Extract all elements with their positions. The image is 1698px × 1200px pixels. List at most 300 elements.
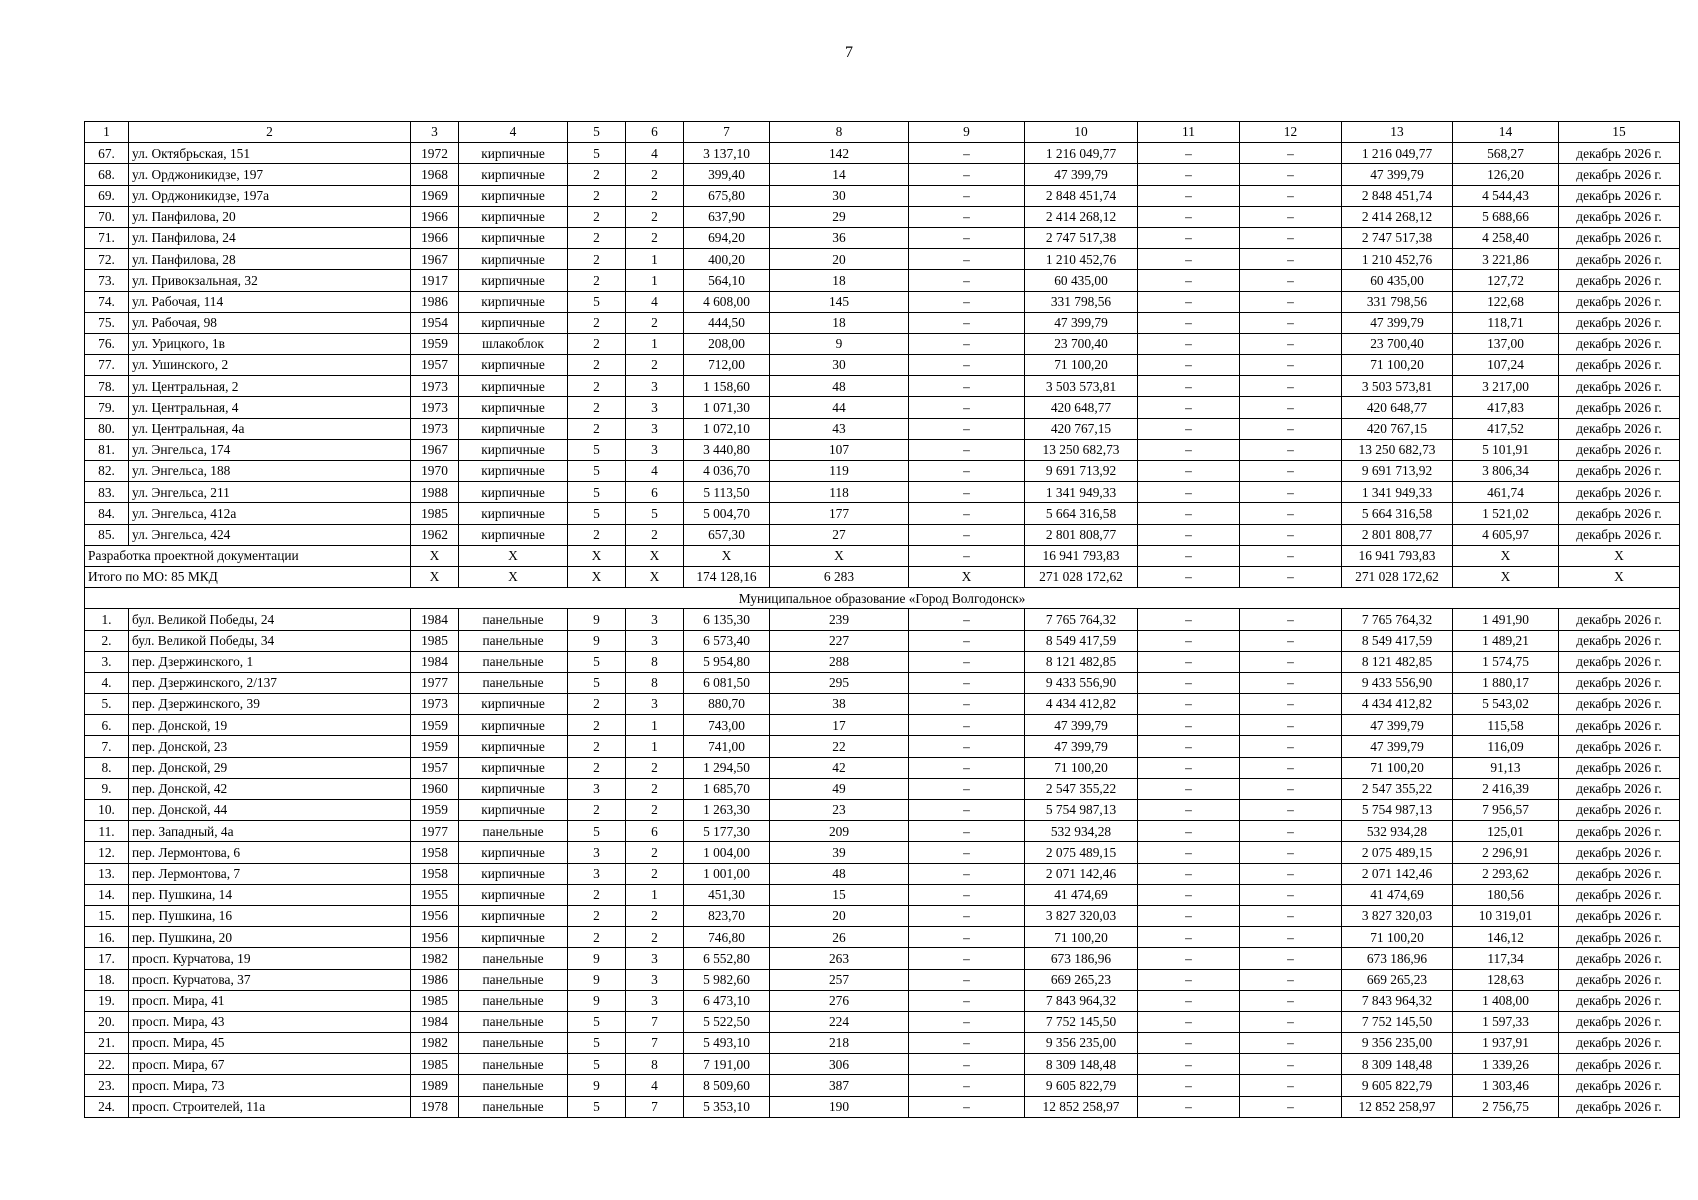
- table-cell: 43: [770, 418, 909, 439]
- table-cell: 1.: [85, 609, 129, 630]
- table-cell: 3: [626, 376, 684, 397]
- table-cell: –: [1240, 270, 1342, 291]
- table-cell: декабрь 2026 г.: [1559, 503, 1680, 524]
- table-cell: 2: [626, 842, 684, 863]
- table-cell: 4 434 412,82: [1025, 694, 1138, 715]
- table-cell: 451,30: [684, 884, 770, 905]
- table-cell: –: [1138, 1075, 1240, 1096]
- table-cell: 5: [568, 1033, 626, 1054]
- table-cell: 1973: [411, 418, 459, 439]
- table-cell: Итого по МО: 85 МКД: [85, 566, 411, 587]
- table-cell: 2 756,75: [1453, 1096, 1559, 1117]
- table-cell: 2: [626, 757, 684, 778]
- table-cell: 5: [568, 482, 626, 503]
- table-cell: декабрь 2026 г.: [1559, 312, 1680, 333]
- table-cell: –: [1240, 990, 1342, 1011]
- table-cell: пер. Пушкина, 20: [129, 927, 411, 948]
- table-cell: ул. Энгельса, 211: [129, 482, 411, 503]
- table-cell: декабрь 2026 г.: [1559, 990, 1680, 1011]
- table-cell: панельные: [459, 1011, 568, 1032]
- table-cell: –: [1138, 778, 1240, 799]
- table-cell: 2: [568, 800, 626, 821]
- table-cell: 3: [568, 863, 626, 884]
- table-row: [85, 651, 1680, 672]
- table-cell: 19.: [85, 990, 129, 1011]
- table-cell: 3: [626, 439, 684, 460]
- table-cell: декабрь 2026 г.: [1559, 461, 1680, 482]
- table-cell: 107: [770, 439, 909, 460]
- column-number-cell: 14: [1453, 122, 1559, 143]
- table-cell: 1969: [411, 185, 459, 206]
- table-cell: 85.: [85, 524, 129, 545]
- table-row: [85, 1033, 1680, 1054]
- table-cell: 1 880,17: [1453, 672, 1559, 693]
- table-cell: –: [1240, 969, 1342, 990]
- table-cell: 30: [770, 185, 909, 206]
- table-cell: –: [909, 736, 1025, 757]
- table-cell: 7.: [85, 736, 129, 757]
- table-cell: панельные: [459, 821, 568, 842]
- table-cell: –: [1138, 969, 1240, 990]
- section-title: Муниципальное образование «Город Волгодонск»: [85, 588, 1680, 609]
- table-body: [85, 122, 1680, 1118]
- table-cell: 8 121 482,85: [1342, 651, 1453, 672]
- table-cell: 2 801 808,77: [1342, 524, 1453, 545]
- table-cell: 6 081,50: [684, 672, 770, 693]
- table-cell: –: [909, 1054, 1025, 1075]
- table-cell: –: [1240, 672, 1342, 693]
- table-cell: 23 700,40: [1342, 333, 1453, 354]
- table-cell: кирпичные: [459, 461, 568, 482]
- table-cell: –: [1240, 164, 1342, 185]
- table-cell: 5: [568, 821, 626, 842]
- table-row: [85, 927, 1680, 948]
- table-cell: 1917: [411, 270, 459, 291]
- table-cell: просп. Мира, 73: [129, 1075, 411, 1096]
- table-cell: просп. Строителей, 11а: [129, 1096, 411, 1117]
- table-cell: 2: [568, 905, 626, 926]
- table-cell: ул. Центральная, 4: [129, 397, 411, 418]
- table-cell: 2: [626, 905, 684, 926]
- table-cell: –: [1138, 461, 1240, 482]
- table-cell: 24.: [85, 1096, 129, 1117]
- table-cell: кирпичные: [459, 800, 568, 821]
- table-row: [85, 736, 1680, 757]
- table-cell: –: [1240, 863, 1342, 884]
- table-cell: ул. Урицкого, 1в: [129, 333, 411, 354]
- table-cell: ул. Энгельса, 412а: [129, 503, 411, 524]
- table-cell: декабрь 2026 г.: [1559, 164, 1680, 185]
- table-cell: 5: [626, 503, 684, 524]
- table-cell: –: [1240, 1075, 1342, 1096]
- table-cell: 118: [770, 482, 909, 503]
- table-cell: 9.: [85, 778, 129, 799]
- table-cell: 224: [770, 1011, 909, 1032]
- column-number-cell: 3: [411, 122, 459, 143]
- table-cell: 8: [626, 672, 684, 693]
- table-cell: 26: [770, 927, 909, 948]
- table-cell: –: [909, 821, 1025, 842]
- table-cell: X: [411, 566, 459, 587]
- table-cell: X: [626, 566, 684, 587]
- table-cell: 694,20: [684, 227, 770, 248]
- table-cell: 3: [568, 778, 626, 799]
- table-cell: панельные: [459, 1096, 568, 1117]
- table-cell: 218: [770, 1033, 909, 1054]
- table-cell: ул. Энгельса, 174: [129, 439, 411, 460]
- table-cell: 115,58: [1453, 715, 1559, 736]
- table-cell: 71 100,20: [1342, 757, 1453, 778]
- table-row: [85, 397, 1680, 418]
- table-cell: –: [909, 291, 1025, 312]
- column-number-cell: 1: [85, 122, 129, 143]
- table-cell: 1959: [411, 800, 459, 821]
- table-cell: 2 848 451,74: [1342, 185, 1453, 206]
- table-cell: 239: [770, 609, 909, 630]
- table-cell: пер. Лермонтова, 7: [129, 863, 411, 884]
- table-cell: ул. Панфилова, 20: [129, 206, 411, 227]
- table-cell: 461,74: [1453, 482, 1559, 503]
- table-cell: декабрь 2026 г.: [1559, 270, 1680, 291]
- table-cell: 7 765 764,32: [1342, 609, 1453, 630]
- table-cell: панельные: [459, 990, 568, 1011]
- table-cell: декабрь 2026 г.: [1559, 1096, 1680, 1117]
- column-number-cell: 4: [459, 122, 568, 143]
- table-row: [85, 185, 1680, 206]
- table-cell: 1 408,00: [1453, 990, 1559, 1011]
- table-cell: 5: [568, 672, 626, 693]
- table-cell: –: [909, 503, 1025, 524]
- table-cell: ул. Ушинского, 2: [129, 355, 411, 376]
- table-cell: 20: [770, 905, 909, 926]
- table-cell: 48: [770, 863, 909, 884]
- table-cell: 4 036,70: [684, 461, 770, 482]
- table-cell: 1955: [411, 884, 459, 905]
- table-cell: декабрь 2026 г.: [1559, 778, 1680, 799]
- table-cell: кирпичные: [459, 206, 568, 227]
- table-cell: 30: [770, 355, 909, 376]
- table-cell: –: [1138, 927, 1240, 948]
- table-cell: кирпичные: [459, 736, 568, 757]
- table-cell: 23 700,40: [1025, 333, 1138, 354]
- table-cell: 420 648,77: [1025, 397, 1138, 418]
- table-cell: 1 158,60: [684, 376, 770, 397]
- table-cell: декабрь 2026 г.: [1559, 609, 1680, 630]
- table-cell: 209: [770, 821, 909, 842]
- column-number-cell: 5: [568, 122, 626, 143]
- table-cell: 2 293,62: [1453, 863, 1559, 884]
- table-cell: –: [1138, 227, 1240, 248]
- table-cell: 9 605 822,79: [1342, 1075, 1453, 1096]
- table-cell: 118,71: [1453, 312, 1559, 333]
- table-cell: 1954: [411, 312, 459, 333]
- table-cell: 1966: [411, 227, 459, 248]
- table-cell: кирпичные: [459, 757, 568, 778]
- table-cell: декабрь 2026 г.: [1559, 397, 1680, 418]
- table-cell: 288: [770, 651, 909, 672]
- table-cell: кирпичные: [459, 778, 568, 799]
- column-number-cell: 8: [770, 122, 909, 143]
- table-row: [85, 206, 1680, 227]
- table-cell: 6: [626, 482, 684, 503]
- table-cell: 29: [770, 206, 909, 227]
- table-cell: 7 843 964,32: [1342, 990, 1453, 1011]
- table-row: [85, 291, 1680, 312]
- table-cell: –: [909, 842, 1025, 863]
- table-cell: панельные: [459, 609, 568, 630]
- table-cell: 5: [568, 651, 626, 672]
- table-cell: –: [1240, 842, 1342, 863]
- table-cell: –: [1240, 376, 1342, 397]
- table-cell: 2: [626, 778, 684, 799]
- table-cell: 2 075 489,15: [1025, 842, 1138, 863]
- table-cell: панельные: [459, 1075, 568, 1096]
- table-cell: пер. Донской, 42: [129, 778, 411, 799]
- table-cell: 2 071 142,46: [1025, 863, 1138, 884]
- table-cell: 2: [626, 863, 684, 884]
- table-cell: 2: [568, 927, 626, 948]
- table-cell: X: [459, 545, 568, 566]
- table-cell: 47 399,79: [1342, 736, 1453, 757]
- table-cell: X: [626, 545, 684, 566]
- table-cell: –: [909, 461, 1025, 482]
- table-cell: 7: [626, 1096, 684, 1117]
- table-cell: 1: [626, 333, 684, 354]
- table-cell: 2: [626, 206, 684, 227]
- table-cell: 5: [568, 143, 626, 164]
- page-number: 7: [845, 44, 853, 61]
- table-cell: 669 265,23: [1342, 969, 1453, 990]
- table-cell: 6 283: [770, 566, 909, 587]
- table-row: [85, 524, 1680, 545]
- table-cell: 7: [626, 1011, 684, 1032]
- table-cell: –: [1138, 164, 1240, 185]
- table-cell: 3: [626, 609, 684, 630]
- column-number-cell: 15: [1559, 122, 1680, 143]
- table-cell: 15.: [85, 905, 129, 926]
- table-cell: кирпичные: [459, 376, 568, 397]
- table-cell: –: [909, 969, 1025, 990]
- table-cell: 1985: [411, 503, 459, 524]
- table-row: [85, 164, 1680, 185]
- table-cell: 5: [568, 291, 626, 312]
- table-cell: –: [1240, 291, 1342, 312]
- table-cell: 17.: [85, 948, 129, 969]
- table-cell: 4: [626, 461, 684, 482]
- table-cell: 1 210 452,76: [1025, 249, 1138, 270]
- table-cell: 417,83: [1453, 397, 1559, 418]
- table-cell: 5.: [85, 694, 129, 715]
- table-row: [85, 439, 1680, 460]
- table-cell: 4: [626, 143, 684, 164]
- table-cell: 47 399,79: [1025, 715, 1138, 736]
- table-cell: 8: [626, 1054, 684, 1075]
- table-cell: 117,34: [1453, 948, 1559, 969]
- table-cell: 5 493,10: [684, 1033, 770, 1054]
- table-cell: 1967: [411, 439, 459, 460]
- table-row: [85, 1096, 1680, 1117]
- table-cell: кирпичные: [459, 842, 568, 863]
- table-cell: 3 221,86: [1453, 249, 1559, 270]
- table-cell: декабрь 2026 г.: [1559, 185, 1680, 206]
- table-cell: 1 685,70: [684, 778, 770, 799]
- table-row: [85, 969, 1680, 990]
- table-cell: –: [1240, 1033, 1342, 1054]
- table-row: [85, 800, 1680, 821]
- table-cell: –: [1138, 355, 1240, 376]
- table-cell: 38: [770, 694, 909, 715]
- table-cell: 9: [568, 609, 626, 630]
- table-cell: 4: [626, 1075, 684, 1096]
- table-cell: 116,09: [1453, 736, 1559, 757]
- table-cell: 91,13: [1453, 757, 1559, 778]
- table-cell: 8 509,60: [684, 1075, 770, 1096]
- table-cell: 3 827 320,03: [1025, 905, 1138, 926]
- table-cell: 2: [568, 524, 626, 545]
- table-cell: 5 954,80: [684, 651, 770, 672]
- table-cell: –: [909, 905, 1025, 926]
- table-cell: 47 399,79: [1342, 312, 1453, 333]
- table-cell: –: [1138, 566, 1240, 587]
- table-cell: 1957: [411, 355, 459, 376]
- table-cell: –: [909, 1033, 1025, 1054]
- table-cell: 1958: [411, 863, 459, 884]
- table-cell: кирпичные: [459, 249, 568, 270]
- table-cell: 9 691 713,92: [1342, 461, 1453, 482]
- table-cell: –: [1240, 249, 1342, 270]
- table-cell: –: [1138, 206, 1240, 227]
- table-cell: панельные: [459, 651, 568, 672]
- table-cell: декабрь 2026 г.: [1559, 227, 1680, 248]
- table-cell: 60 435,00: [1342, 270, 1453, 291]
- table-cell: –: [1138, 185, 1240, 206]
- table-cell: X: [770, 545, 909, 566]
- table-cell: 1 491,90: [1453, 609, 1559, 630]
- table-cell: –: [1138, 418, 1240, 439]
- table-cell: шлакоблок: [459, 333, 568, 354]
- table-cell: –: [909, 376, 1025, 397]
- table-cell: 3: [626, 397, 684, 418]
- table-cell: 2 747 517,38: [1342, 227, 1453, 248]
- table-cell: 2: [568, 206, 626, 227]
- table-cell: 16 941 793,83: [1025, 545, 1138, 566]
- table-cell: –: [1240, 397, 1342, 418]
- section-title-row: [85, 588, 1680, 609]
- table-cell: 5 982,60: [684, 969, 770, 990]
- table-cell: Разработка проектной документации: [85, 545, 411, 566]
- table-cell: ул. Рабочая, 98: [129, 312, 411, 333]
- table-row: [85, 842, 1680, 863]
- table-cell: 2: [626, 185, 684, 206]
- table-cell: декабрь 2026 г.: [1559, 948, 1680, 969]
- table-cell: –: [1138, 333, 1240, 354]
- table-cell: 1: [626, 884, 684, 905]
- table-cell: 60 435,00: [1025, 270, 1138, 291]
- table-cell: 7: [626, 1033, 684, 1054]
- table-cell: 2 414 268,12: [1342, 206, 1453, 227]
- table-cell: 18: [770, 312, 909, 333]
- table-cell: 657,30: [684, 524, 770, 545]
- table-cell: 1: [626, 715, 684, 736]
- table-cell: 180,56: [1453, 884, 1559, 905]
- table-cell: –: [909, 355, 1025, 376]
- table-cell: кирпичные: [459, 503, 568, 524]
- table-cell: –: [1138, 291, 1240, 312]
- table-cell: 399,40: [684, 164, 770, 185]
- table-cell: ул. Панфилова, 28: [129, 249, 411, 270]
- table-cell: декабрь 2026 г.: [1559, 884, 1680, 905]
- table-cell: ул. Октябрьская, 151: [129, 143, 411, 164]
- table-cell: просп. Курчатова, 37: [129, 969, 411, 990]
- table-cell: 2 848 451,74: [1025, 185, 1138, 206]
- table-row: [85, 672, 1680, 693]
- table-cell: –: [909, 270, 1025, 291]
- table-cell: 4 605,97: [1453, 524, 1559, 545]
- table-cell: 107,24: [1453, 355, 1559, 376]
- table-cell: ул. Энгельса, 424: [129, 524, 411, 545]
- table-cell: 190: [770, 1096, 909, 1117]
- table-cell: –: [1240, 355, 1342, 376]
- table-cell: 6 135,30: [684, 609, 770, 630]
- table-cell: 2 071 142,46: [1342, 863, 1453, 884]
- table-cell: 5 664 316,58: [1025, 503, 1138, 524]
- table-cell: 3: [626, 694, 684, 715]
- table-cell: 146,12: [1453, 927, 1559, 948]
- table-cell: 67.: [85, 143, 129, 164]
- table-cell: 81.: [85, 439, 129, 460]
- table-cell: –: [1240, 503, 1342, 524]
- table-cell: 4.: [85, 672, 129, 693]
- table-cell: кирпичные: [459, 439, 568, 460]
- table-cell: 823,70: [684, 905, 770, 926]
- table-cell: –: [1138, 312, 1240, 333]
- table-cell: –: [909, 863, 1025, 884]
- table-cell: 880,70: [684, 694, 770, 715]
- table-cell: –: [1240, 821, 1342, 842]
- table-cell: –: [909, 1096, 1025, 1117]
- table-cell: 2: [568, 694, 626, 715]
- table-cell: декабрь 2026 г.: [1559, 1033, 1680, 1054]
- table-cell: –: [1240, 1096, 1342, 1117]
- table-cell: 2 547 355,22: [1025, 778, 1138, 799]
- table-cell: 47 399,79: [1025, 312, 1138, 333]
- table-cell: 9: [770, 333, 909, 354]
- table-cell: 9: [568, 969, 626, 990]
- table-cell: –: [909, 482, 1025, 503]
- table-cell: 14: [770, 164, 909, 185]
- table-cell: кирпичные: [459, 482, 568, 503]
- table-cell: кирпичные: [459, 884, 568, 905]
- table-cell: 6 552,80: [684, 948, 770, 969]
- table-cell: 1960: [411, 778, 459, 799]
- table-cell: бул. Великой Победы, 34: [129, 630, 411, 651]
- table-cell: 1: [626, 270, 684, 291]
- table-cell: X: [568, 545, 626, 566]
- table-cell: 20.: [85, 1011, 129, 1032]
- table-row: [85, 143, 1680, 164]
- table-cell: 5 177,30: [684, 821, 770, 842]
- table-row: [85, 821, 1680, 842]
- table-cell: –: [1240, 927, 1342, 948]
- table-cell: 8 549 417,59: [1342, 630, 1453, 651]
- table-cell: –: [909, 185, 1025, 206]
- table-cell: –: [1138, 1033, 1240, 1054]
- table-cell: 8 309 148,48: [1025, 1054, 1138, 1075]
- table-cell: 387: [770, 1075, 909, 1096]
- table-cell: –: [909, 249, 1025, 270]
- table-cell: декабрь 2026 г.: [1559, 1075, 1680, 1096]
- table-cell: пер. Западный, 4а: [129, 821, 411, 842]
